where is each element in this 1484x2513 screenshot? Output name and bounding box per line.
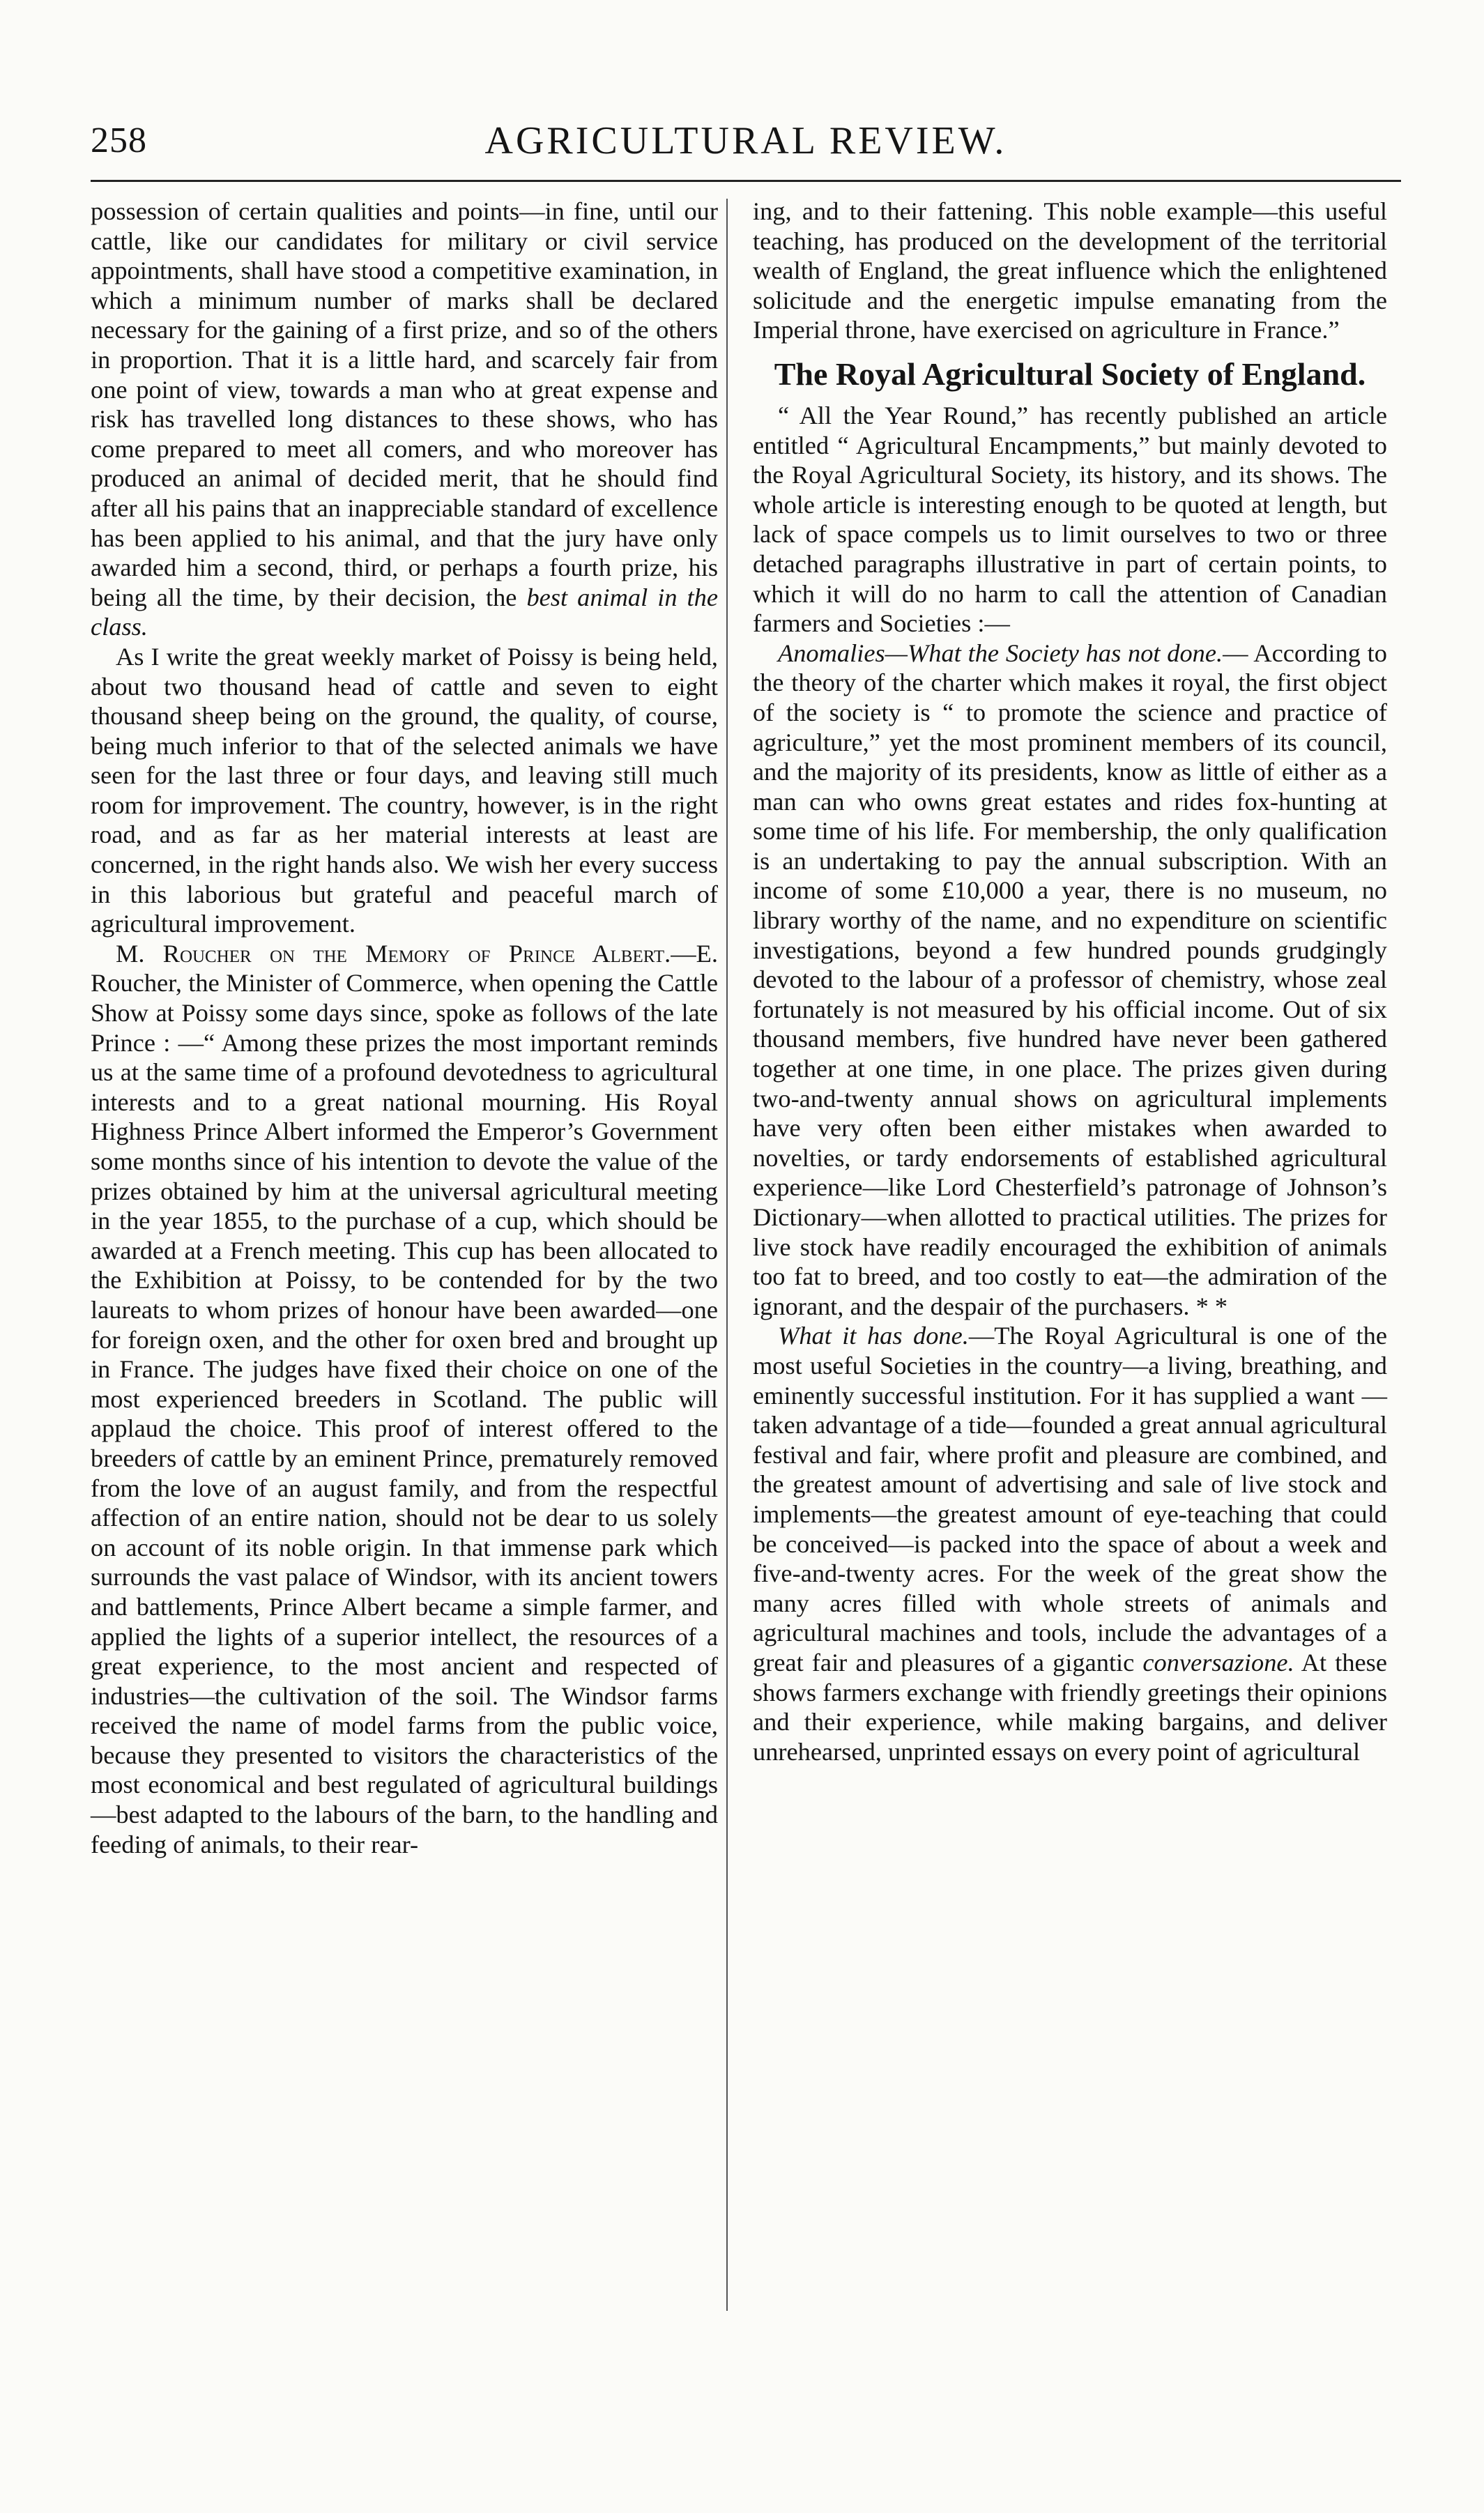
right-column — [753, 197, 1387, 1766]
section-heading: The Royal Agricultural Society of England. — [774, 356, 1366, 392]
paragraph — [91, 197, 718, 642]
italic-word: conversazione. — [1142, 1648, 1294, 1676]
paragraph — [753, 639, 1387, 1322]
paragraph-text: — According to the theory of the charter which makes it royal, the first object of the society is “ to promote the science and practice of agriculture,” yet the most prominent members of its council, and the majority of its presidents, know as little of either as a man can who owns great estates and rides fox-hunting at some time of his life. For membership, the only qualification is an undertaking to pay the annual subscription. With an income of some £10,000 a year, there is no museum, no library worthy of the name, and no expenditure on scientific investigations, beyond a few hundred pounds grudgingly devoted to the labour of a professor of chemistry, whose zeal fortunately is not measured by his official income. Out of six thousand members, five hundred have never been gathered together at one time, in one place. The prizes given during two-and-twenty annual shows on agricultural implements have very often been either mistakes when awarded to novelties, or tardy endorsements of established agricultural experience—like Lord Chesterfield’s patronage of Johnson’s Dictionary—when allotted to practical utilities. The prizes for live stock have readily encouraged the exhibition of animals too fat to breed, and too costly to eat—the admiration of the ignorant, and the despair of the purchasers. * * — [753, 639, 1387, 1320]
paragraph — [753, 1321, 1387, 1766]
page-header — [91, 112, 1401, 167]
paragraph: “ All the Year Round,” has recently published an article entitled “ Agricultural Encampments,” but mainly devoted to the Royal Agricultural Society, its history, and its shows. The whole article is interesting enough to be quoted at length, but lack of space compels us to limit ourselves to two or three detached paragraphs illustrative in part of certain points, to which it will do no harm to call the attention of Canadian farmers and Societies :— — [753, 401, 1387, 638]
italic-subheading: Anomalies—What the Society has not done. — [778, 639, 1223, 667]
run-in-heading: M. Roucher on the Memory of Prince Albert. — [116, 939, 671, 968]
italic-phrase: best animal in the class. — [91, 583, 718, 641]
paragraph-text: possession of certain qualities and points—in fine, until our cattle, like our candidates for military or civil service appointments, shall have stood a competitive examination, in which a minimum number of marks shall be declared necessary for the gaining of a first prize, and so of the others in proportion. That it is a little hard, and scarcely fair from one point of view, towards a man who at great expense and risk has travelled long distances to these shows, who has come prepared to meet all comers, and who moreover has produced an animal of decided merit, that he should find after all his pains that an inappreciable standard of excellence has been applied to his animal, and that the jury have only awarded him a second, third, or perhaps a fourth prize, his being all the time, by their decision, the — [91, 197, 718, 611]
paragraph: As I write the great weekly market of Poissy is being held, about two thousand head of cattle and seven to eight thousand sheep being on the ground, the quality, of course, being much inferior to that of the selected animals we have seen for the last three or four days, and leaving still much room for improvement. The country, however, is in the right road, and as far as her material interests at least are concerned, in the right hands also. We wish her every success in this laborious but grateful and peaceful march of agricultural improvement. — [91, 642, 718, 938]
paragraph-text: At these shows farmers exchange with friendly greetings their opinions and their experience, while making bargains, and deliver unrehearsed, unprinted essays on every point of agricultural — [753, 1648, 1387, 1766]
paragraph — [91, 939, 718, 1859]
italic-subheading: What it has done. — [778, 1322, 969, 1350]
paragraph: ing, and to their fattening. This noble example—this useful teaching, has produced on the development of the territorial wealth of England, the great influence which the enlightened solicitude and the energetic impulse emanating from the Imperial throne, have exercised on agriculture in France.” — [753, 197, 1387, 344]
running-title: AGRICULTURAL REVIEW. — [484, 119, 1007, 162]
header-rule — [91, 180, 1401, 182]
column-divider — [726, 199, 728, 2311]
paragraph-text: —E. Roucher, the Minister of Commerce, when opening the Cattle Show at Poissy some days since, spoke as follows of the late Prince : —“ Among these prizes the most important reminds us at the same time of a profound devotedness to agricultural interests and to a great national mourning. His Royal Highness Prince Albert informed the Emperor’s Government some months since of his intention to devote the value of the prizes obtained by him at the universal agricultural meeting in the year 1855, to the purchase of a cup, which should be awarded at a French meeting. This cup has been allocated to the Exhibition at Poissy, to be contended for by the two laureats to whom prizes of honour have been awarded—one for foreign oxen, and the other for oxen bred and brought up in France. The judges have fixed their choice on one of the most experienced breeders in Scotland. The public will applaud the choice. This proof of interest offered to the breeders of cattle by an eminent Prince, prematurely removed from the love of an august family, and from the respectful affection of an entire nation, should not be dear to us solely on account of its noble origin. In that immense park which surrounds the vast palace of Windsor, with its ancient towers and battlements, Prince Albert became a simple farmer, and applied the lights of a superior intellect, the resources of a great experience, to the most ancient and respected of industries—the cultivation of the soil. The Windsor farms received the name of model farms from the public voice, because they presented to visitors the characteristics of the most economical and best regulated of agricultural buildings—best adapted to the labours of the barn, to the handling and feeding of animals, to their rear- — [91, 939, 718, 1858]
page-number: 258 — [91, 121, 147, 160]
paragraph-text: —The Royal Agricultural is one of the most useful Societies in the country—a living, breathing, and eminently successful institution. For it has supplied a want —taken advantage of a tide—founded a great annual agricultural festival and fair, where profit and pleasure are combined, and the greatest amount of advertising and sale of live stock and implements—the greatest amount of eye-teaching that could be conceived—is packed into the space of about a week and five-and-twenty acres. For the week of the great show the many acres filled with whole streets of animals and agricultural machines and tools, include the advantages of a great fair and pleasures of a gigantic — [753, 1322, 1387, 1676]
left-column — [91, 197, 718, 1859]
